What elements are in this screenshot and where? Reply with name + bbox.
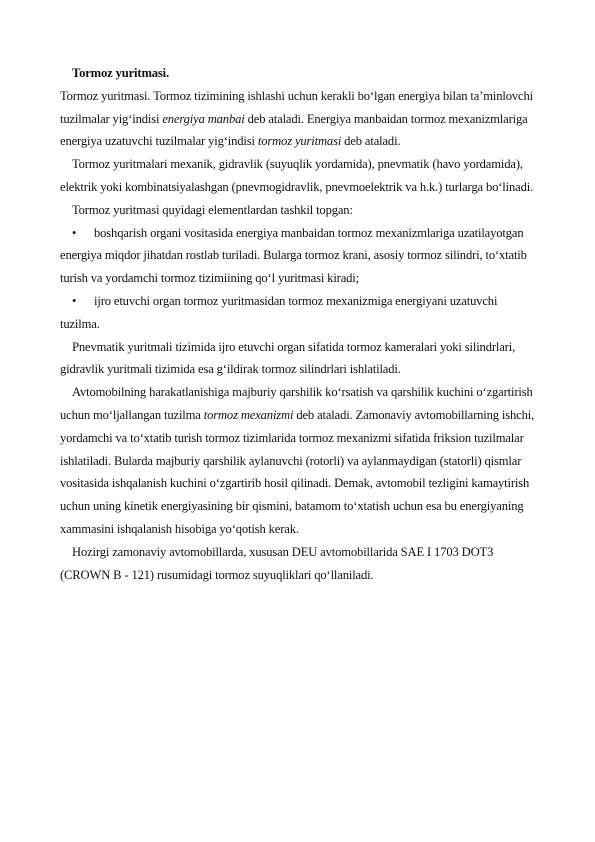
document-body [60,62,540,586]
paragraph-energy-source [60,85,540,153]
paragraph-text: deb ataladi. Zamonaviy avtomobillarning ishchi, yordamchi va to‘xtatib turish tormoz tizimlarida tormoz mexanizmi sifatida friksion tuzilmalar ishlatiladi. Bularda majburiy qarshilik aylanuvchi (rotorli) va aylanmaydigan (statorli) qismlar vositasida ishqalanish kuchini o‘zgartirib hosil qilinadi. Demak, avtomobil tezligini kamaytirish uchun uning kinetik energiyasining bir qismini, batamom to‘xtatish uchun esa bu energiyaning xammasini ishqalanish hisobiga yo‘qotish kerak. [60,407,535,536]
list-item-text: ijro etuvchi organ tormoz yuritmasidan tormoz mexanizmiga energiyani uzatuvchi tuzilma. [60,293,498,331]
bullet-icon: • [72,225,77,240]
list-item-text: boshqarish organi vositasida energiya manbaidan tormoz mexanizmlariga uzatilayotgan energiya miqdor jihatdan rostlab turiladi. Bularga tormoz krani, asosiy tormoz silindri, to‘xtatib turish va yordamchi tormoz tizimiining qo‘l yuritmasi kiradi; [60,225,527,286]
paragraph-text: deb ataladi. [341,134,401,149]
term-brake-drive: tormoz yuritmasi [257,134,342,149]
paragraph-brake-mechanism [60,381,540,541]
list-item [60,222,540,290]
term-energy-source: energiya manbai [162,111,245,126]
bullet-icon: • [72,293,77,308]
paragraph-pneumatic: Pnevmatik yuritmali tizimida ijro etuvchi organ sifatida tormoz kameralari yoki silindrlari, gidravlik yuritmali tizimida esa g‘ildirak tormoz silindrlari ishlatiladi. [60,339,516,377]
paragraph-text: deb ataladi. Energiya manbaidan tormoz mexanizmlariga energiya uzatuvchi tuzilmalar yig‘indisi [60,111,528,149]
list-item [60,290,540,336]
paragraph-brake-fluid: Hozirgi zamonaviy avtomobillarda, xususan DEU avtomobillarida SAE I 1703 DOT3 (CROWN B - 121) rusumidagi tormoz suyuqliklari qo‘llaniladi. [60,544,494,582]
section-title: Tormoz yuritmasi. [72,66,170,80]
paragraph-drive-types: Tormoz yuritmalari mexanik, gidravlik (suyuqlik yordamida), pnevmatik (havo yordamida), elektrik yoki kombinatsiyalashgan (pnevmogidravlik, pnevmoelektrik va h.k.) turlarga bo‘linadi. [60,157,534,194]
paragraph-text: Tormoz yuritmasi. Tormoz tizimining ishlashi uchun kerakli bo‘lgan energiya bilan ta’minlovchi tuzilmalar yig‘indisi [60,88,533,126]
paragraph-elements-intro: Tormoz yuritmasi quyidagi elementlardan tashkil topgan: [72,202,353,217]
paragraph-text: Avtomobilning harakatlanishiga majburiy qarshilik ko‘rsatish va qarshilik kuchini o‘zgartirish uchun mo‘ljallangan tuzilma [60,385,533,422]
term-brake-mechanism: tormoz mexanizmi [203,407,294,422]
